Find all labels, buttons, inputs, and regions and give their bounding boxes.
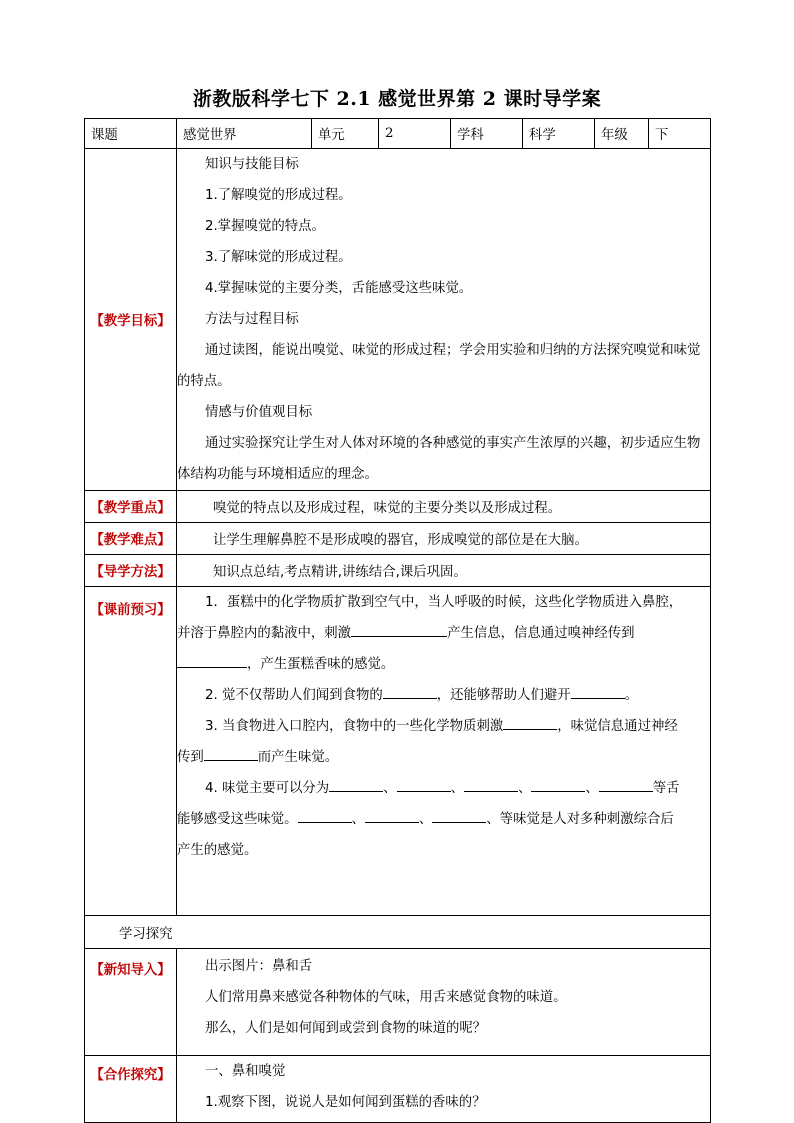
- separator: 、: [517, 781, 532, 796]
- method-label: 【导学方法】: [85, 555, 177, 587]
- preview-q1-text-d: ，产生蛋糕香味的感觉。: [247, 657, 395, 672]
- preview-q3-line2: [177, 742, 710, 773]
- subject-value: 科学: [523, 119, 595, 149]
- preview-q2-line: [177, 680, 710, 711]
- coop-line-2: 1.观察下图，说说人是如何闻到蛋糕的香味的？: [205, 1095, 486, 1110]
- preview-q4-line2: [177, 804, 710, 835]
- preview-q3-text-a: 3. 当食物进入口腔内，食物中的一些化学物质刺激: [205, 719, 504, 734]
- coop-label: 【合作探究】: [85, 1056, 177, 1123]
- emotion-heading: 情感与价值观目标: [205, 405, 313, 420]
- explore-heading: 学习探究: [85, 916, 711, 949]
- separator: 、: [383, 781, 397, 796]
- preview-q4-text-a: 4. 味觉主要可以分为: [205, 781, 330, 796]
- unit-label: 单元: [312, 119, 379, 149]
- preview-q4-text-b: 等舌: [652, 781, 680, 796]
- difficult-points-label: 【教学难点】: [85, 523, 177, 555]
- preview-q1-line3: [177, 649, 710, 680]
- key-points-row: [85, 491, 711, 523]
- page-title: 浙教版科学七下 2.1 感觉世界第 2 课时导学案: [192, 88, 602, 110]
- blank-q4-3: [464, 777, 518, 792]
- preview-q1-text-c: 产生信息，信息通过嗅神经传到: [447, 626, 635, 641]
- blank-q4-6: [298, 808, 352, 823]
- preview-q4-line3: 产生的感觉。: [177, 843, 258, 858]
- knowledge-item-3: 3.了解味觉的形成过程。: [205, 250, 352, 265]
- grade-label: 年级: [595, 119, 649, 149]
- goals-row: [85, 149, 711, 491]
- key-points-text: 嗅觉的特点以及形成过程，味觉的主要分类以及形成过程。: [177, 491, 711, 523]
- intro-line-1: 出示图片：鼻和舌: [205, 959, 313, 974]
- preview-q4-text-c: 能够感受这些味觉。: [177, 812, 298, 827]
- preview-q3-line1: [177, 711, 710, 742]
- method-heading: 方法与过程目标: [205, 312, 299, 327]
- preview-label: 【课前预习】: [85, 587, 177, 916]
- goals-content: [177, 149, 711, 491]
- separator: 、: [418, 812, 433, 827]
- separator: 、: [450, 781, 464, 796]
- method-text: 通过读图，能说出嗅觉、味觉的形成过程；学会用实验和归纳的方法探究嗅觉和味觉的特点。: [177, 343, 701, 389]
- blank-q4-2: [397, 777, 451, 792]
- topic-label: 课题: [85, 119, 177, 149]
- preview-q1-text-b: 并溶于鼻腔内的黏液中，刺激: [177, 626, 352, 641]
- intro-line-3: 那么，人们是如何闻到或尝到食物的味道的呢？: [205, 1021, 487, 1036]
- difficult-points-text: 让学生理解鼻腔不是形成嗅的器官，形成嗅觉的部位是在大脑。: [177, 523, 711, 555]
- knowledge-item-4: 4.掌握味觉的主要分类，舌能感受这些味觉。: [205, 281, 473, 296]
- topic-value: 感觉世界: [177, 119, 312, 149]
- preview-q2-text-c: 。: [624, 688, 639, 703]
- blank-q2-2: [571, 684, 625, 699]
- explore-row: [85, 916, 711, 949]
- knowledge-item-2: 2.掌握嗅觉的特点。: [205, 219, 325, 234]
- preview-q1-line2: [177, 618, 710, 649]
- key-points-label: 【教学重点】: [85, 491, 177, 523]
- preview-q2-text-a: 2. 觉不仅帮助人们闻到食物的: [205, 688, 383, 703]
- preview-q3-text-d: 而产生味觉。: [257, 750, 339, 765]
- preview-content: [177, 587, 711, 916]
- emotion-text: 通过实验探究让学生对人体对环境的各种感觉的事实产生浓厚的兴趣，初步适应生物体结构功能与环境相适应的理念。: [177, 436, 701, 482]
- method-row: [85, 555, 711, 587]
- preview-q1-line1: 1．蛋糕中的化学物质扩散到空气中，当人呼吸的时候，这些化学物质进入鼻腔，: [205, 595, 683, 610]
- blank-q4-7: [365, 808, 419, 823]
- blank-q1-2: [177, 653, 247, 668]
- preview-q4-line1: [177, 773, 710, 804]
- blank-q4-8: [432, 808, 486, 823]
- intro-content: [177, 949, 711, 1056]
- blank-q1-1: [351, 622, 447, 637]
- preview-q2-text-b: ，还能够帮助人们避开: [436, 688, 571, 703]
- preview-q4-text-d: 、等味觉是人对多种刺激综合后: [486, 812, 674, 827]
- knowledge-heading: 知识与技能目标: [205, 157, 299, 172]
- coop-line-1: 一、鼻和嗅觉: [205, 1064, 286, 1079]
- preview-row: [85, 587, 711, 916]
- intro-label: 【新知导入】: [85, 949, 177, 1056]
- coop-content: [177, 1056, 711, 1123]
- goals-label: 【教学目标】: [85, 149, 177, 491]
- blank-q4-4: [531, 777, 585, 792]
- blank-q3-2: [204, 746, 258, 761]
- knowledge-item-1: 1.了解嗅觉的形成过程。: [205, 188, 352, 203]
- method-text-cell: 知识点总结,考点精讲,讲练结合,课后巩固。: [177, 555, 711, 587]
- intro-row: [85, 949, 711, 1056]
- preview-q3-text-b: ，味觉信息通过神经: [557, 719, 678, 734]
- separator: 、: [351, 812, 365, 827]
- coop-row: [85, 1056, 711, 1123]
- header-row: [85, 119, 711, 149]
- grade-value: 下: [649, 119, 711, 149]
- unit-value: 2: [379, 119, 451, 149]
- separator: 、: [585, 781, 599, 796]
- blank-q4-1: [329, 777, 383, 792]
- intro-line-2: 人们常用鼻来感觉各种物体的气味，用舌来感觉食物的味道。: [205, 990, 567, 1005]
- subject-label: 学科: [451, 119, 523, 149]
- preview-q3-text-c: 传到: [177, 750, 204, 765]
- difficult-points-row: [85, 523, 711, 555]
- blank-q3-1: [503, 715, 557, 730]
- blank-q2-1: [383, 684, 437, 699]
- lesson-plan-table: [84, 118, 711, 1123]
- blank-q4-5: [599, 777, 653, 792]
